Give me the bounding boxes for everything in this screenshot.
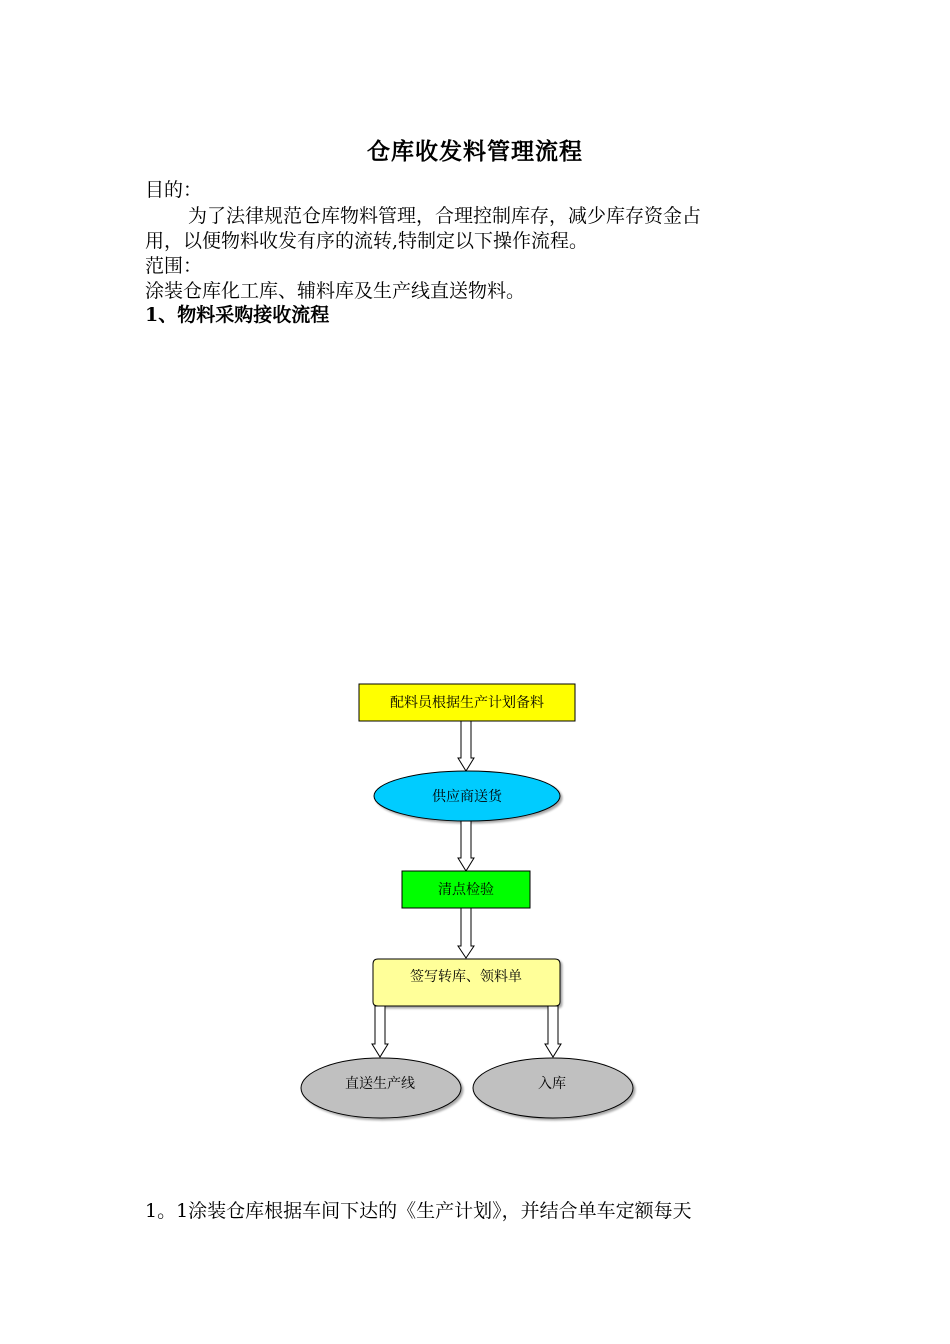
scope-label: 范围： <box>145 255 203 277</box>
purpose-label: 目的： <box>145 179 203 201</box>
node-prepare-label: 配料员根据生产计划备料 <box>390 695 544 711</box>
node-inspect-label: 清点检验 <box>438 882 494 898</box>
scope-text: 涂装仓库化工库、辅料库及生产线直送物料。 <box>145 280 526 302</box>
arrow-deliver-to-inspect <box>458 821 474 871</box>
purpose-text-line1: 为了法律规范仓库物料管理，合理控制库存，减少库存资金占 <box>188 205 702 227</box>
node-store-label: 入库 <box>538 1076 566 1092</box>
arrow-prepare-to-deliver <box>458 721 474 771</box>
node-deliver-label: 供应商送货 <box>432 789 502 805</box>
arrow-sign-to-direct <box>372 1006 388 1057</box>
node-prepare-materials <box>359 684 575 721</box>
arrow-sign-to-store <box>545 1006 561 1057</box>
purpose-text-line2: 用，以便物料收发有序的流转,特制定以下操作流程。 <box>145 230 589 252</box>
node-direct-label: 直送生产线 <box>345 1076 415 1092</box>
paragraph-1-1: 1。1涂装仓库根据车间下达的《生产计划》，并结合单车定额每天 <box>145 1200 692 1222</box>
node-count-inspect <box>402 871 530 908</box>
node-sign-label: 签写转库、领料单 <box>410 969 522 985</box>
document-title: 仓库收发料管理流程 <box>367 138 583 165</box>
section1-heading: 1、物料采购接收流程 <box>145 304 330 326</box>
arrow-inspect-to-sign <box>458 908 474 958</box>
